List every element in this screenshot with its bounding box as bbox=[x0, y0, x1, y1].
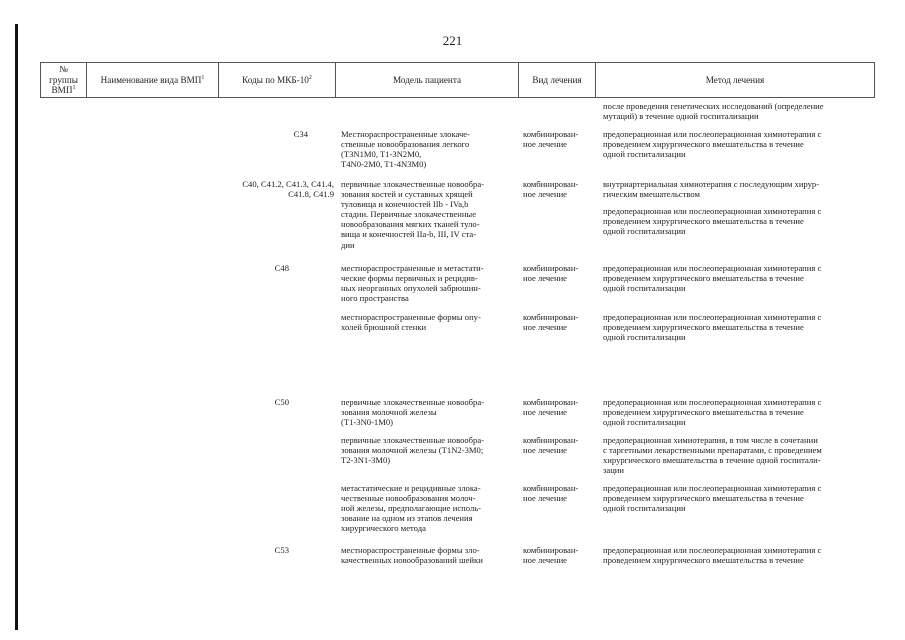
text-line: предоперационная или послеоперационная химиотерапия с bbox=[603, 312, 822, 322]
text-line: проведением хирургического вмешательства в течение bbox=[603, 139, 804, 150]
text-line: одной госпитализации bbox=[603, 283, 686, 294]
text-line: одной госпитализации bbox=[603, 332, 686, 343]
text-line: Местнораспространенные злокаче- bbox=[341, 129, 470, 139]
text-line: предоперационная или послеоперационная химиотерапия с bbox=[603, 545, 822, 555]
text-line: ного пространства bbox=[341, 293, 409, 304]
text-line: чественные новообразования молоч- bbox=[341, 493, 476, 504]
text-line: C48 bbox=[274, 263, 289, 273]
treatment-method-c48-retroperitoneal bbox=[603, 263, 821, 293]
text-line: одной госпитализации bbox=[603, 149, 686, 160]
text-line: (T3N1M0, T1-3N2M0, bbox=[341, 149, 422, 160]
text-line: комбинирован- bbox=[523, 545, 579, 555]
text-line: метастатические и рецидивные злока- bbox=[341, 483, 481, 493]
header-icd-codes bbox=[218, 62, 335, 98]
text-line: ной железы, предполагающие исполь- bbox=[341, 503, 482, 514]
text-line: зации bbox=[603, 465, 625, 476]
text-line: ственные новообразования легкого bbox=[341, 139, 470, 150]
treatment-type-c53 bbox=[523, 545, 578, 565]
text-line: C41.8, C41.9 bbox=[288, 189, 334, 200]
treatment-method-c48-abdominal-wall bbox=[603, 312, 821, 342]
treatment-type-c48-retroperitoneal bbox=[523, 263, 578, 283]
treatment-method-c50-early bbox=[603, 397, 821, 427]
text-line: дии bbox=[341, 239, 355, 250]
text-line: проведением хирургического вмешательства в течение bbox=[603, 555, 804, 566]
header-icd-codes-label: Коды по МКБ-10 bbox=[242, 74, 309, 85]
text-line: предоперационная или послеоперационная химиотерапия с bbox=[603, 129, 822, 139]
icd-code-c50 bbox=[218, 397, 289, 407]
text-line: местнораспространенные и метастати- bbox=[341, 263, 484, 273]
text-line: C40, C41.2, C41.3, C41.4, bbox=[242, 179, 334, 189]
text-line: предоперационная или послеоперационная химиотерапия с bbox=[603, 483, 822, 493]
patient-model-c40-c41 bbox=[341, 179, 484, 250]
text-line: внутриартериальная химиотерапия с последующим хирур- bbox=[603, 179, 820, 189]
header-treatment-type bbox=[518, 62, 595, 98]
patient-model-c48-abdominal-wall bbox=[341, 312, 481, 332]
text-line: вища и конечностей IIa-b, III, IV ста- bbox=[341, 229, 477, 240]
header-group-number-label: № группы ВМП bbox=[49, 64, 78, 96]
header-group-number-footnote: 1 bbox=[72, 85, 76, 92]
treatment-type-c50-metastatic bbox=[523, 483, 578, 503]
icd-code-c34 bbox=[218, 129, 308, 139]
text-line: предоперационная или послеоперационная химиотерапия с bbox=[603, 263, 822, 273]
text-line: ное лечение bbox=[523, 189, 568, 200]
patient-model-c50-advanced bbox=[341, 435, 484, 465]
patient-model-c50-metastatic bbox=[341, 483, 481, 533]
patient-model-c50-early bbox=[341, 397, 484, 427]
text-line: ное лечение bbox=[523, 445, 568, 456]
text-line: C50 bbox=[274, 397, 289, 407]
text-line: зования молочной железы bbox=[341, 407, 437, 418]
patient-model-c53 bbox=[341, 545, 483, 565]
text-line: ное лечение bbox=[523, 322, 568, 333]
page-number: 221 bbox=[442, 33, 463, 48]
treatment-method-c40-c41-b bbox=[603, 206, 821, 236]
text-line: ческие формы первичных и рецидив- bbox=[341, 273, 478, 284]
text-line: проведением хирургического вмешательства в течение bbox=[603, 407, 804, 418]
treatment-type-c50-advanced bbox=[523, 435, 578, 455]
treatment-type-c40-c41 bbox=[523, 179, 578, 199]
icd-code-c40-c41 bbox=[218, 179, 334, 199]
text-line: проведением хирургического вмешательства в течение bbox=[603, 322, 804, 333]
icd-code-c53 bbox=[218, 545, 289, 555]
text-line: проведением хирургического вмешательства в течение bbox=[603, 273, 804, 284]
header-icd-codes-footnote: 2 bbox=[308, 74, 312, 81]
header-patient-model bbox=[335, 62, 518, 98]
text-line: предоперационная или послеоперационная химиотерапия с bbox=[603, 397, 822, 407]
text-line: ное лечение bbox=[523, 493, 568, 504]
text-line: T4N0-2M0, T1-4N3M0) bbox=[341, 159, 427, 170]
text-line: C34 bbox=[293, 129, 308, 139]
text-line: ное лечение bbox=[523, 555, 568, 566]
header-group-number bbox=[40, 62, 86, 98]
text-line: зования костей и суставных хрящей bbox=[341, 189, 473, 200]
text-line: мутаций) в течение одной госпитализации bbox=[603, 111, 759, 122]
text-line: зование на одном из этапов лечения bbox=[341, 513, 473, 524]
text-line: одной госпитализации bbox=[603, 417, 686, 428]
header-treatment-type-label: Вид лечения bbox=[532, 74, 582, 85]
treatment-type-c48-abdominal-wall bbox=[523, 312, 578, 332]
text-line: (T1-3N0-1M0) bbox=[341, 417, 394, 428]
text-line: ное лечение bbox=[523, 139, 568, 150]
treatment-method-c50-advanced bbox=[603, 435, 822, 475]
header-patient-model-label: Модель пациента bbox=[392, 74, 462, 85]
text-line: комбинирован- bbox=[523, 483, 579, 493]
text-line: предоперационная химиотерапия, в том числе в сочетании bbox=[603, 435, 818, 445]
text-line: первичные злокачественные новообра- bbox=[341, 435, 485, 445]
text-line: местнораспространенные формы опу- bbox=[341, 312, 481, 322]
text-line: ное лечение bbox=[523, 273, 568, 284]
text-line: одной госпитализации bbox=[603, 226, 686, 237]
patient-model-c48-retroperitoneal bbox=[341, 263, 484, 303]
treatment-method-c40-c41-a bbox=[603, 179, 819, 199]
text-line: одной госпитализации bbox=[603, 503, 686, 514]
text-line: туловища и конечностей IIb - IVa,b bbox=[341, 199, 469, 210]
text-line: предоперационная или послеоперационная химиотерапия с bbox=[603, 206, 822, 216]
text-line: T2-3N1-3M0) bbox=[341, 455, 391, 466]
header-vmp-name-label: Наименование вида ВМП bbox=[100, 74, 202, 85]
text-line: качественных новообразований шейки bbox=[341, 555, 483, 566]
text-line: C53 bbox=[274, 545, 289, 555]
text-line: комбинирован- bbox=[523, 179, 579, 189]
patient-model-c34 bbox=[341, 129, 470, 169]
treatment-method-c34 bbox=[603, 129, 821, 159]
text-line: комбинирован- bbox=[523, 263, 579, 273]
text-line: с таргетными лекарственными препаратами, с проведением bbox=[603, 445, 822, 456]
treatment-type-c50-early bbox=[523, 397, 578, 417]
text-line: хирургического метода bbox=[341, 523, 426, 534]
scan-edge-line bbox=[15, 24, 18, 630]
treatment-method-c53 bbox=[603, 545, 821, 565]
text-line: ное лечение bbox=[523, 407, 568, 418]
header-treatment-method-label: Метод лечения bbox=[705, 74, 765, 85]
method-continuation bbox=[603, 101, 824, 121]
icd-code-c48 bbox=[218, 263, 289, 273]
text-line: комбинирован- bbox=[523, 129, 579, 139]
text-line: комбинирован- bbox=[523, 435, 579, 445]
text-line: местнораспространенные формы зло- bbox=[341, 545, 480, 555]
text-line: после проведения генетических исследований (определение bbox=[603, 101, 824, 111]
text-line: новообразования мягких тканей туло- bbox=[341, 219, 480, 230]
treatment-type-c34 bbox=[523, 129, 578, 149]
header-vmp-name-footnote: 1 bbox=[201, 74, 205, 81]
text-line: комбинирован- bbox=[523, 312, 579, 322]
text-line: первичные злокачественные новообра- bbox=[341, 397, 485, 407]
header-treatment-method bbox=[595, 62, 875, 98]
text-line: проведением хирургического вмешательства в течение bbox=[603, 493, 804, 504]
text-line: гическим вмешательством bbox=[603, 189, 700, 200]
text-line: проведением хирургического вмешательства в течение bbox=[603, 216, 804, 227]
text-line: первичные злокачественные новообра- bbox=[341, 179, 485, 189]
header-vmp-name bbox=[86, 62, 218, 98]
treatment-method-c50-metastatic bbox=[603, 483, 821, 513]
text-line: зования молочной железы (T1N2-3M0; bbox=[341, 445, 484, 456]
text-line: хирургического вмешательства в течение одной госпитали- bbox=[603, 455, 821, 466]
text-line: ных неорганных опухолей забрюшин- bbox=[341, 283, 481, 294]
text-line: комбинирован- bbox=[523, 397, 579, 407]
text-line: стадии. Первичные злокачественные bbox=[341, 209, 477, 220]
text-line: холей брюшной стенки bbox=[341, 322, 427, 333]
